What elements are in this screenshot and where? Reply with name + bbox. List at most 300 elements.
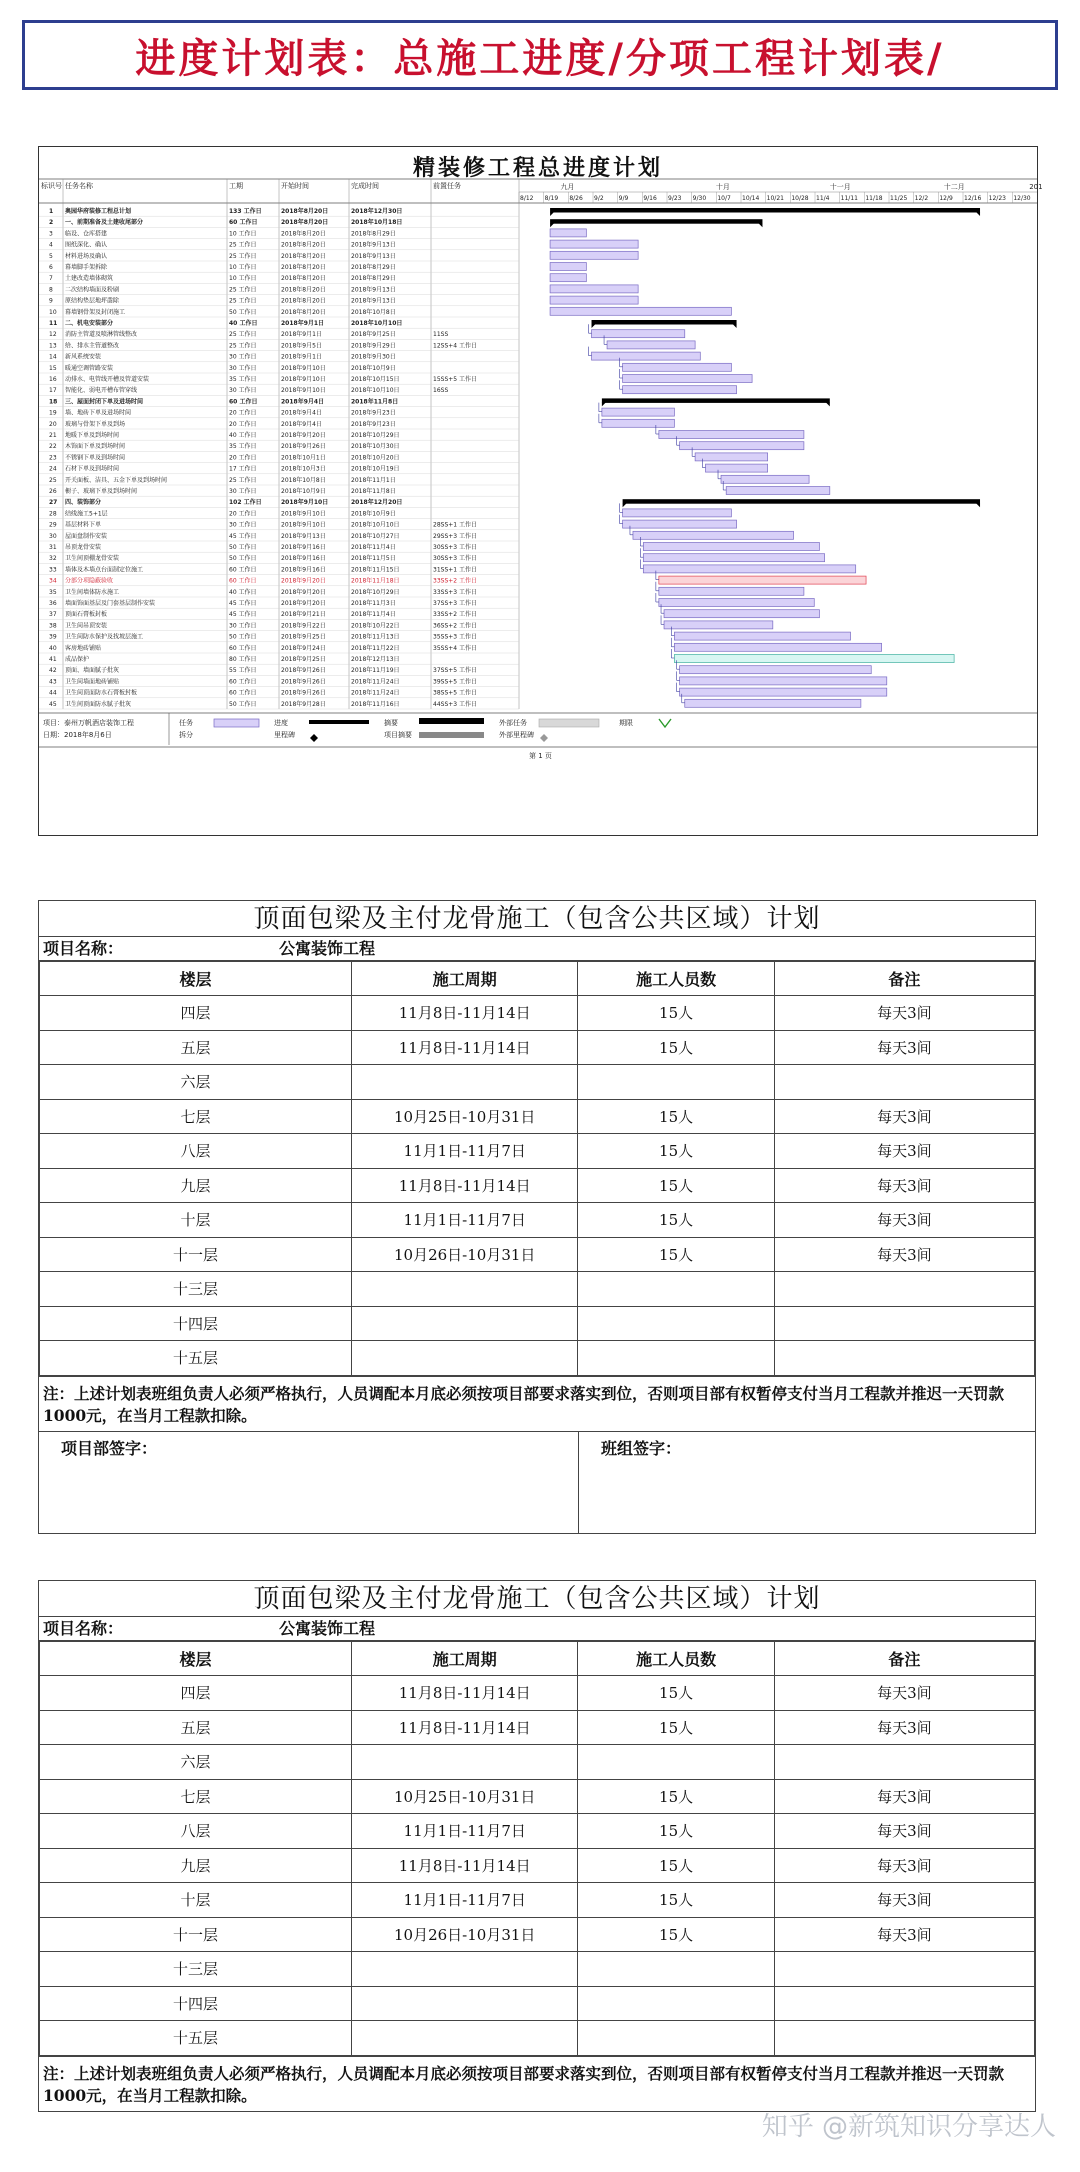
gantt-row-start: 2018年9月1日 [281, 320, 325, 327]
cell-remark: 每天3间 [774, 1030, 1034, 1065]
cell-workers: 15人 [578, 1134, 774, 1169]
gantt-task-bar [659, 431, 804, 439]
gantt-row-start: 2018年9月10日 [281, 499, 329, 507]
gantt-row-end: 2018年10月15日 [351, 376, 400, 383]
gantt-row-predecessor: 16SS [433, 387, 449, 395]
gantt-week-label: 10/14 [742, 195, 760, 202]
gantt-row-start: 2018年9月20日 [281, 577, 326, 585]
gantt-col-header: 前置任务 [433, 182, 461, 190]
gantt-row-duration: 35 工作日 [229, 376, 257, 383]
table-row [40, 1306, 1035, 1341]
gantt-row-name: 三、屋面封闭下单及进场时间 [65, 398, 144, 406]
gantt-week-label: 11/11 [840, 195, 858, 202]
gantt-week-label: 11/4 [816, 195, 830, 202]
legend-project-summary-swatch [419, 732, 484, 738]
cell-remark [774, 1306, 1034, 1341]
cell-period: 11月1日-11月7日 [352, 1883, 578, 1918]
gantt-row-end: 2018年11月24日 [351, 689, 400, 697]
gantt-row-duration: 30 工作日 [229, 622, 257, 630]
gantt-row-end: 2018年10月8日 [351, 308, 396, 316]
cell-remark: 每天3间 [774, 1848, 1034, 1883]
plan-grid [39, 961, 1035, 1376]
project-label: 项目名称： [43, 1619, 124, 1638]
gantt-week-label: 9/16 [643, 195, 657, 202]
header-workers: 施工人员数 [578, 1642, 774, 1676]
gantt-row-name: 奥园华府装修工程总计划 [65, 208, 132, 215]
gantt-row-id: 22 [49, 443, 57, 451]
cell-period [352, 1986, 578, 2021]
gantt-row-end: 2018年10月19日 [351, 465, 400, 473]
cell-floor: 十五层 [40, 2021, 352, 2056]
table-header-row [40, 962, 1035, 996]
cell-floor: 十三层 [40, 1952, 352, 1987]
cell-period: 11月8日-11月14日 [352, 1848, 578, 1883]
gantt-row-start: 2018年9月4日 [281, 398, 325, 406]
gantt-row-start: 2018年9月20日 [281, 432, 326, 439]
plan-table-2 [38, 1580, 1036, 2112]
gantt-task-bar [643, 565, 855, 573]
table-row [40, 1917, 1035, 1952]
cell-floor: 九层 [40, 1848, 352, 1883]
gantt-row-name: 临设、仓库搭建 [65, 230, 108, 238]
gantt-row-end: 2018年10月10日 [351, 320, 403, 327]
gantt-row-duration: 10 工作日 [229, 275, 257, 283]
gantt-row-duration: 25 工作日 [229, 297, 257, 305]
gantt-row-end: 2018年12月13日 [351, 656, 400, 663]
gantt-row-end: 2018年11月8日 [351, 398, 399, 406]
gantt-row-start: 2018年9月10日 [281, 376, 326, 383]
table-row [40, 1203, 1035, 1238]
cell-period: 11月8日-11月14日 [352, 1030, 578, 1065]
gantt-row-predecessor: 30SS+3 工作日 [433, 555, 478, 563]
table-row [40, 1710, 1035, 1745]
gantt-row-duration: 20 工作日 [229, 510, 257, 518]
gantt-week-label: 9/23 [668, 195, 682, 202]
gantt-row-start: 2018年9月4日 [281, 420, 322, 428]
gantt-row-end: 2018年11月8日 [351, 488, 396, 495]
gantt-row-id: 26 [49, 488, 57, 495]
cell-remark [774, 1272, 1034, 1307]
plan-title: 顶面包梁及主付龙骨施工（包含公共区域）计划 [39, 901, 1035, 937]
gantt-row-id: 2 [49, 219, 54, 227]
gantt-row-id: 36 [49, 600, 57, 607]
legend-label-split: 拆分 [179, 731, 193, 739]
gantt-month-label: 九月 [560, 183, 575, 191]
gantt-row-predecessor: 37SS+5 工作日 [433, 667, 478, 675]
gantt-row-name: 木饰面下单及到场时间 [65, 443, 126, 451]
gantt-week-label: 8/12 [520, 195, 534, 202]
gantt-row-end: 2018年9月23日 [351, 420, 396, 428]
gantt-row-id: 33 [49, 566, 57, 574]
table-row [40, 1065, 1035, 1100]
gantt-week-label: 10/21 [766, 195, 784, 202]
plan-rows [40, 1676, 1035, 2056]
gantt-row-duration: 60 工作日 [229, 644, 257, 652]
gantt-row-duration: 17 工作日 [229, 465, 257, 473]
table-row [40, 1883, 1035, 1918]
cell-floor: 四层 [40, 996, 352, 1031]
gantt-row-id: 27 [49, 499, 58, 507]
gantt-row-end: 2018年9月13日 [351, 297, 396, 305]
plan-rows [40, 996, 1035, 1376]
gantt-row-id: 29 [49, 521, 57, 529]
gantt-row-start: 2018年9月10日 [281, 521, 326, 529]
cell-workers: 15人 [578, 996, 774, 1031]
gantt-row-id: 15 [49, 364, 57, 372]
gantt-row-name: 动排水、电管线开槽及管道安装 [65, 376, 150, 383]
gantt-task-bar [659, 576, 866, 584]
gantt-summary-bar [592, 320, 737, 325]
cell-workers [578, 1272, 774, 1307]
gantt-row-duration: 50 工作日 [229, 544, 257, 551]
gantt-row-end: 2018年9月30日 [351, 353, 396, 361]
gantt-row-name: 幕墙脚手架拆除 [65, 264, 108, 271]
cell-period: 10月25日-10月31日 [352, 1099, 578, 1134]
gantt-row-name: 智能化、弱电开槽布管穿线 [65, 387, 138, 395]
gantt-row-name: 基层材料下单 [65, 521, 102, 529]
table-row [40, 1986, 1035, 2021]
summary-start-cap [592, 324, 596, 328]
cell-floor: 四层 [40, 1676, 352, 1711]
gantt-task-bar [550, 307, 731, 315]
sign-team: 班组签字： [601, 1438, 682, 1458]
gantt-row-name: 卫生间防水保护及找坡层施工 [65, 633, 144, 641]
gantt-row-name: 四、装饰部分 [65, 499, 102, 507]
gantt-row-name: 顶面石膏板封板 [65, 611, 108, 619]
header-workers: 施工人员数 [578, 962, 774, 996]
gantt-title: 精装修工程总进度计划 [412, 155, 663, 181]
gantt-week-label: 9/2 [594, 195, 604, 202]
cell-period: 11月8日-11月14日 [352, 1676, 578, 1711]
cell-remark: 每天3间 [774, 1814, 1034, 1849]
legend-label-external-milestone: 外部里程碑 [499, 731, 534, 739]
gantt-row-start: 2018年9月22日 [281, 622, 326, 630]
cell-workers: 15人 [578, 1848, 774, 1883]
table-row [40, 1134, 1035, 1169]
gantt-row-duration: 40 工作日 [229, 432, 257, 439]
gantt-task-bar [705, 464, 767, 472]
gantt-row-start: 2018年10月9日 [281, 488, 326, 495]
gantt-task-bar [623, 520, 737, 528]
gantt-row-name: 客房地砖铺贴 [65, 644, 102, 652]
gantt-task-bar [674, 655, 954, 663]
cell-period: 11月1日-11月7日 [352, 1814, 578, 1849]
cell-workers: 15人 [578, 1917, 774, 1952]
project-label: 项目名称： [43, 939, 124, 958]
gantt-row-predecessor: 12SS+4 工作日 [433, 342, 478, 350]
gantt-row-name: 地暖下单及到场时间 [65, 432, 120, 439]
gantt-task-bar [721, 475, 809, 483]
gantt-task-bar [550, 229, 586, 237]
gantt-row-end: 2018年10月18日 [351, 219, 403, 227]
gantt-month-label: 十月 [715, 183, 730, 191]
gantt-row-start: 2018年9月10日 [281, 387, 326, 395]
gantt-row-duration: 10 工作日 [229, 230, 257, 238]
gantt-row-start: 2018年9月16日 [281, 544, 326, 551]
gantt-row-start: 2018年9月25日 [281, 656, 326, 663]
gantt-row-name: 图纸深化、确认 [65, 241, 108, 249]
gantt-row-duration: 60 工作日 [229, 689, 257, 697]
gantt-task-bar [623, 363, 732, 371]
gantt-task-bar [680, 666, 872, 674]
gantt-task-bar [680, 677, 887, 685]
legend-label-summary: 摘要 [384, 719, 398, 727]
table-row [40, 1237, 1035, 1272]
gantt-row-id: 31 [49, 544, 57, 551]
cell-workers: 15人 [578, 1168, 774, 1203]
gantt-row-start: 2018年9月24日 [281, 644, 326, 652]
gantt-row-name: 卫生间墙体防水施工 [65, 588, 120, 596]
gantt-row-id: 12 [49, 331, 57, 339]
legend-summary-swatch [419, 718, 484, 724]
cell-workers [578, 1306, 774, 1341]
gantt-row-predecessor: 30SS+3 工作日 [433, 544, 478, 551]
gantt-row-id: 21 [49, 432, 57, 439]
gantt-row-start: 2018年9月20日 [281, 588, 326, 596]
cell-remark: 每天3间 [774, 1883, 1034, 1918]
plan-note: 注：上述计划表班组负责人必须严格执行，人员调配本月底必须按项目部要求落实到位，否则项目部有权暂停支付当月工程款并推迟一天罚款1000元，在当月工程款扣除。 [39, 1376, 1035, 1431]
cell-workers [578, 1341, 774, 1376]
gantt-row-end: 2018年10月20日 [351, 454, 400, 462]
gantt-row-id: 24 [49, 465, 57, 473]
gantt-row-duration: 45 工作日 [229, 532, 257, 540]
gantt-row-name: 墙、地砖下单及进场时间 [65, 409, 132, 417]
gantt-task-bar [685, 699, 861, 707]
gantt-row-predecessor: 28SS+1 工作日 [433, 521, 478, 529]
cell-workers: 15人 [578, 1883, 774, 1918]
cell-floor: 十五层 [40, 1341, 352, 1376]
gantt-row-duration: 133 工作日 [229, 208, 262, 215]
gantt-row-name: 屋面盘制作安装 [65, 532, 108, 540]
cell-floor: 五层 [40, 1710, 352, 1745]
gantt-row-name: 分部分项隐蔽验收 [65, 577, 114, 585]
summary-start-cap [550, 223, 554, 227]
gantt-row-name: 石材下单及到场时间 [65, 465, 120, 473]
gantt-row-predecessor: 39SS+5 工作日 [433, 678, 478, 686]
gantt-row-name: 暖通空调管路安装 [65, 364, 114, 372]
cell-remark: 每天3间 [774, 1168, 1034, 1203]
cell-floor: 七层 [40, 1779, 352, 1814]
gantt-summary-bar [602, 398, 830, 403]
gantt-row-duration: 25 工作日 [229, 331, 257, 339]
watermark: 知乎 @新筑知识分享达人 [761, 2112, 1056, 2142]
legend-label-project-summary: 项目摘要 [384, 731, 412, 739]
table-row [40, 1099, 1035, 1134]
gantt-task-bar [664, 621, 773, 629]
page-banner [22, 20, 1058, 90]
gantt-row-duration: 40 工作日 [229, 588, 257, 596]
gantt-row-start: 2018年9月21日 [281, 611, 326, 619]
gantt-row-duration: 50 工作日 [229, 700, 257, 708]
project-name: 公寓装饰工程 [279, 1619, 376, 1638]
cell-remark: 每天3间 [774, 996, 1034, 1031]
gantt-row-end: 2018年9月13日 [351, 252, 396, 260]
gantt-svg [39, 147, 1043, 837]
plan-table-1 [38, 900, 1036, 1534]
gantt-row-end: 2018年11月15日 [351, 566, 400, 574]
gantt-row-duration: 60 工作日 [229, 398, 258, 406]
gantt-row-start: 2018年9月25日 [281, 633, 326, 641]
summary-end-cap [976, 212, 980, 216]
gantt-task-bar [726, 487, 830, 495]
gantt-row-duration: 20 工作日 [229, 420, 257, 428]
gantt-row-id: 18 [49, 398, 58, 406]
gantt-row-start: 2018年9月1日 [281, 353, 322, 361]
gantt-row-name: 一、前期准备及土建收尾部分 [65, 219, 144, 227]
cell-period: 11月8日-11月14日 [352, 1710, 578, 1745]
gantt-task-bar [664, 610, 819, 618]
cell-floor: 十三层 [40, 1272, 352, 1307]
gantt-task-bar [643, 543, 819, 551]
gantt-row-duration: 60 工作日 [229, 566, 257, 574]
gantt-week-label: 10/28 [791, 195, 809, 202]
gantt-row-end: 2018年11月13日 [351, 633, 400, 641]
gantt-month-label: 十一月 [829, 183, 851, 191]
gantt-row-name: 开关面板、洁具、五金下单及到场时间 [65, 476, 168, 484]
gantt-row-name: 墙面饰面基层及门套基层制作安装 [65, 600, 156, 607]
gantt-row-duration: 25 工作日 [229, 342, 257, 350]
gantt-row-end: 2018年8月29日 [351, 264, 396, 271]
cell-workers: 15人 [578, 1710, 774, 1745]
gantt-row-start: 2018年8月20日 [281, 219, 329, 227]
cell-remark: 每天3间 [774, 1779, 1034, 1814]
gantt-row-id: 10 [49, 308, 57, 316]
gantt-task-bar [680, 442, 804, 450]
cell-workers: 15人 [578, 1203, 774, 1238]
gantt-row-duration: 102 工作日 [229, 499, 262, 507]
summary-end-cap [733, 324, 737, 328]
gantt-task-bar [592, 352, 701, 360]
gantt-row-name: 原结构垫层地坪凿除 [65, 297, 120, 305]
gantt-row-start: 2018年9月26日 [281, 443, 326, 451]
gantt-row-duration: 30 工作日 [229, 488, 257, 495]
gantt-row-end: 2018年9月13日 [351, 286, 396, 294]
gantt-row-duration: 50 工作日 [229, 555, 257, 563]
gantt-row-name: 墙体及木墙点台面制定位施工 [65, 566, 144, 574]
banner-title: 进度计划表：总施工进度/分项工程计划表/ [135, 35, 945, 82]
cell-period [352, 1745, 578, 1780]
legend-project: 项目：泰州万帆酒店装饰工程 [43, 719, 134, 727]
gantt-row-id: 25 [49, 476, 57, 484]
gantt-row-id: 16 [49, 376, 57, 383]
gantt-row-name: 成品保护 [65, 656, 90, 663]
gantt-task-bar [623, 386, 737, 394]
gantt-row-name: 土建改造墙体砌筑 [65, 275, 114, 283]
gantt-task-bar [550, 296, 638, 304]
gantt-row-id: 7 [49, 275, 53, 283]
gantt-row-end: 2018年11月24日 [351, 678, 400, 686]
legend-label-progress: 进度 [274, 719, 288, 727]
table-row [40, 1168, 1035, 1203]
gantt-row-end: 2018年11月1日 [351, 476, 396, 484]
legend-task-swatch [214, 719, 259, 727]
gantt-row-id: 32 [49, 555, 57, 563]
table-row [40, 1676, 1035, 1711]
gantt-row-end: 2018年11月5日 [351, 555, 396, 563]
gantt-row-name: 二、机电安装部分 [65, 320, 114, 327]
cell-remark: 每天3间 [774, 1676, 1034, 1711]
gantt-row-id: 13 [49, 342, 57, 350]
cell-remark [774, 1341, 1034, 1376]
project-name: 公寓装饰工程 [279, 939, 376, 958]
gantt-week-label: 9/30 [692, 195, 707, 202]
gantt-week-label: 10/7 [717, 195, 731, 202]
gantt-row-end: 2018年9月29日 [351, 342, 396, 350]
gantt-row-id: 6 [49, 264, 53, 271]
gantt-row-start: 2018年8月20日 [281, 241, 326, 249]
cell-floor: 五层 [40, 1030, 352, 1065]
cell-remark [774, 2021, 1034, 2056]
table-row [40, 1272, 1035, 1307]
table-row [40, 1341, 1035, 1376]
summary-end-cap [758, 223, 762, 227]
cell-workers [578, 1952, 774, 1987]
gantt-row-duration: 30 工作日 [229, 364, 257, 372]
gantt-row-start: 2018年9月26日 [281, 689, 326, 697]
cell-period: 11月1日-11月7日 [352, 1203, 578, 1238]
gantt-task-bar [674, 643, 881, 651]
gantt-row-id: 35 [49, 588, 57, 596]
gantt-week-label: 8/19 [544, 195, 559, 202]
gantt-row-start: 2018年8月20日 [281, 308, 326, 316]
gantt-row-start: 2018年9月10日 [281, 510, 326, 518]
gantt-row-end: 2018年10月29日 [351, 588, 400, 596]
header-period: 施工周期 [352, 962, 578, 996]
gantt-row-name: 顶面、墙面腻子批灰 [65, 667, 120, 675]
gantt-row-predecessor: 15SS+5 工作日 [433, 376, 478, 383]
gantt-row-duration: 25 工作日 [229, 252, 257, 260]
gantt-week-label: 12/16 [964, 195, 982, 202]
cell-floor: 十层 [40, 1883, 352, 1918]
gantt-row-end: 2018年12月30日 [351, 208, 403, 215]
gantt-row-start: 2018年9月4日 [281, 409, 322, 417]
gantt-row-start: 2018年9月10日 [281, 364, 326, 372]
gantt-row-start: 2018年9月26日 [281, 667, 326, 675]
gantt-row-start: 2018年8月20日 [281, 264, 326, 271]
cell-floor: 八层 [40, 1134, 352, 1169]
cell-remark: 每天3间 [774, 1237, 1034, 1272]
gantt-summary-bar [550, 208, 980, 213]
gantt-row-duration: 25 工作日 [229, 241, 257, 249]
gantt-task-bar [674, 632, 850, 640]
header-remark: 备注 [774, 962, 1034, 996]
gantt-row-end: 2018年11月18日 [351, 577, 400, 585]
cell-period [352, 1306, 578, 1341]
gantt-row-name: 卫生间顶面防水石膏板封板 [65, 689, 138, 697]
gantt-row-id: 39 [49, 633, 57, 641]
gantt-row-id: 20 [49, 420, 57, 428]
table-row [40, 1745, 1035, 1780]
gantt-row-duration: 60 工作日 [229, 577, 257, 585]
gantt-row-start: 2018年9月26日 [281, 678, 326, 686]
table-row [40, 1848, 1035, 1883]
gantt-row-id: 43 [49, 678, 57, 686]
gantt-row-name: 不锈钢下单及到场时间 [65, 454, 126, 462]
cell-floor: 十一层 [40, 1917, 352, 1952]
gantt-schedule [38, 146, 1043, 836]
gantt-row-end: 2018年11月4日 [351, 611, 396, 619]
gantt-task-bar [550, 240, 638, 248]
cell-remark [774, 1952, 1034, 1987]
table-row [40, 1952, 1035, 1987]
cell-floor: 六层 [40, 1065, 352, 1100]
gantt-row-end: 2018年11月16日 [351, 700, 400, 708]
gantt-row-name: 二次结构墙面及粉刷 [65, 286, 120, 294]
gantt-row-end: 2018年10月9日 [351, 364, 396, 372]
gantt-week-label: 11/18 [865, 195, 883, 202]
gantt-row-name: 玻璃与骨架下单及到场 [65, 420, 126, 428]
legend-external-milestone-swatch [540, 734, 548, 742]
